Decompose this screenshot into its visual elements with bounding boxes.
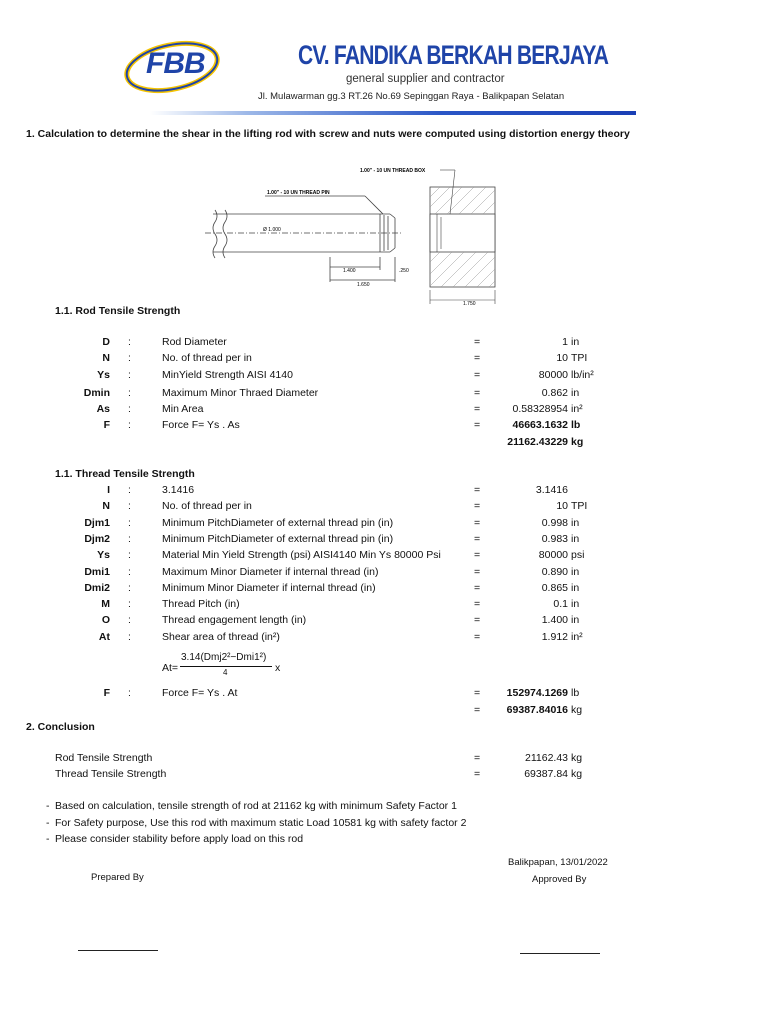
row-colon: : (128, 516, 131, 529)
row-description: Force F= Ys . As (162, 419, 240, 431)
conclusion-heading: 2. Conclusion (26, 721, 95, 733)
shear-area-formula (162, 652, 302, 684)
row-value: 1 (562, 336, 568, 348)
force-kg-equals: = (474, 704, 481, 716)
row-description: Min Area (162, 403, 204, 415)
row-colon: : (128, 484, 131, 496)
row-symbol: Dmin (83, 387, 110, 399)
row-description: Maximum Minor Diameter if internal thread (in) (162, 565, 379, 578)
document-title: 1. Calculation to determine the shear in the lifting rod with screw and nuts were computed using distortion energy theory (26, 128, 630, 140)
conclusion-value: 69387.84 (524, 768, 568, 780)
conclusion-equals: = (474, 752, 481, 764)
row-symbol: N (102, 500, 110, 513)
row-value: 0.58328954 (512, 403, 568, 415)
row-symbol: Ys (97, 369, 110, 381)
row-value: 3.1416 (535, 484, 568, 496)
force-value: 152974.1269 (506, 687, 568, 699)
dim-1400: 1.400 (343, 268, 356, 274)
row-description: 3.1416 (162, 484, 195, 496)
row-value: 46663.1632 (512, 419, 568, 431)
bullet-mark: - (46, 833, 50, 845)
row-equals: = (474, 369, 481, 381)
logo-text: FBB (146, 47, 205, 80)
row-symbol: O (101, 614, 110, 627)
row-value: 0.890 (541, 565, 568, 578)
dim-250: .250 (399, 268, 409, 274)
row-description: Material Min Yield Strength (psi) AISI4140 Min Ys 80000 Psi (162, 549, 441, 562)
row-description: Shear area of thread (in²) (162, 630, 280, 643)
row-unit: in² (571, 630, 583, 643)
row-symbol: Dmi1 (84, 565, 110, 578)
row-description: No. of thread per in (162, 500, 252, 513)
row-unit: in (571, 532, 580, 545)
row-value: 80000 (538, 549, 568, 562)
row-colon: : (128, 403, 131, 415)
conclusion-value: 21162.43 (524, 752, 568, 764)
force-kg-value: 69387.84016 (506, 704, 568, 716)
row-description: Minimum PitchDiameter of external thread pin (in) (162, 532, 394, 545)
row-value: 0.998 (541, 516, 568, 529)
row-equals: = (474, 630, 481, 643)
row-unit: in (571, 387, 580, 399)
row-symbol: As (96, 403, 110, 415)
company-logo (122, 34, 226, 96)
dim-1750: 1.750 (463, 301, 476, 307)
row-equals: = (474, 565, 481, 578)
row-value: 10 (556, 352, 568, 364)
bullet-text: For Safety purpose, Use this rod with maximum static Load 10581 kg with safety factor 2 (55, 816, 467, 829)
row-equals: = (474, 614, 481, 627)
row-colon: : (128, 532, 131, 545)
pin-label: 1.00" - 10 UN THREAD PIN (267, 190, 330, 196)
force-colon: : (128, 687, 131, 699)
row-equals: = (474, 516, 481, 529)
row-value: 0.1 (553, 598, 568, 611)
rod-heading: 1.1. Rod Tensile Strength (55, 305, 181, 317)
row-symbol: N (102, 352, 110, 364)
row-value: 1.912 (541, 630, 568, 643)
row-description: Maximum Minor Thraed Diameter (162, 387, 319, 399)
row-unit: in (571, 336, 580, 348)
row-equals: = (474, 419, 481, 431)
row-equals: = (474, 484, 481, 496)
formula-suffix: x (275, 662, 281, 674)
row-description: No. of thread per in (162, 352, 252, 364)
row-unit: in (571, 581, 580, 594)
row-unit: TPI (571, 500, 588, 513)
row-description: Thread Pitch (in) (162, 598, 240, 611)
row-equals: = (474, 532, 481, 545)
row-value: 1.400 (541, 614, 568, 627)
company-name: CV. FANDIKA BERKAH BERJAYA (298, 40, 609, 70)
row-symbol: D (102, 336, 110, 348)
row-colon: : (128, 336, 131, 348)
row-symbol: Dmi2 (84, 581, 110, 594)
formula-numerator: 3.14(Dmj2²−Dmi1²) (181, 652, 267, 663)
diameter-label: Ø 1.000 (263, 227, 281, 233)
row-equals: = (474, 549, 481, 562)
row-colon: : (128, 387, 131, 399)
rod-force-kg-value: 21162.43229 (507, 436, 568, 448)
conclusion-unit: kg (571, 752, 583, 764)
row-equals: = (474, 387, 481, 399)
approved-by: Approved By (532, 874, 587, 885)
bullet-mark: - (46, 816, 50, 829)
row-colon: : (128, 630, 131, 643)
row-symbol: Djm2 (84, 532, 110, 545)
row-colon: : (128, 614, 131, 627)
force-description: Force F= Ys . At (162, 687, 238, 699)
row-unit: in (571, 565, 580, 578)
thread-drawing (205, 162, 505, 307)
row-value: 10 (556, 500, 568, 513)
conclusion-unit: kg (571, 768, 583, 780)
row-symbol: I (107, 484, 110, 496)
company-tagline: general supplier and contractor (346, 73, 505, 85)
row-colon: : (128, 419, 131, 431)
row-unit: lb/in² (571, 369, 594, 381)
row-symbol: Ys (97, 549, 110, 562)
row-description: Minimum PitchDiameter of external thread pin (in) (162, 516, 394, 529)
force-equals: = (474, 687, 481, 699)
row-colon: : (128, 352, 131, 364)
row-equals: = (474, 581, 481, 594)
bullet-text: Based on calculation, tensile strength of rod at 21162 kg with minimum Safety Factor 1 (55, 800, 457, 812)
row-symbol: At (98, 630, 110, 643)
row-colon: : (128, 598, 131, 611)
row-value: 0.862 (541, 387, 568, 399)
formula-prefix: At= (162, 662, 179, 674)
thread-heading: 1.1. Thread Tensile Strength (55, 468, 195, 480)
conclusion-label: Thread Tensile Strength (55, 768, 167, 780)
conclusion-label: Rod Tensile Strength (55, 752, 153, 764)
place-date: Balikpapan, 13/01/2022 (508, 857, 608, 868)
bullet-text: Please consider stability before apply load on this rod (55, 833, 304, 845)
row-unit: in² (571, 403, 583, 415)
row-description: Rod Diameter (162, 336, 227, 348)
row-equals: = (474, 336, 481, 348)
conclusion-equals: = (474, 768, 481, 780)
row-colon: : (128, 500, 131, 513)
prepared-by: Prepared By (91, 872, 144, 883)
row-equals: = (474, 403, 481, 415)
row-symbol: M (101, 598, 110, 611)
row-unit: in (571, 598, 580, 611)
formula-fraction-bar (180, 666, 272, 667)
row-description: MinYield Strength AISI 4140 (162, 369, 293, 381)
row-colon: : (128, 369, 131, 381)
approved-signature-line (520, 953, 600, 954)
force-kg-unit: kg (571, 704, 583, 716)
dim-1650: 1.650 (357, 282, 370, 288)
row-description: Thread engagement length (in) (162, 614, 307, 627)
row-value: 0.983 (541, 532, 568, 545)
formula-denominator: 4 (223, 668, 228, 677)
row-symbol: F (103, 419, 110, 431)
row-equals: = (474, 598, 481, 611)
row-value: 80000 (538, 369, 568, 381)
row-colon: : (128, 581, 131, 594)
row-colon: : (128, 565, 131, 578)
row-unit: psi (571, 549, 585, 562)
header-rule (150, 111, 636, 115)
row-equals: = (474, 500, 481, 513)
bullet-mark: - (46, 800, 50, 812)
row-unit: lb (571, 419, 581, 431)
row-symbol: Djm1 (84, 516, 110, 529)
row-value: 0.865 (541, 581, 568, 594)
company-address: Jl. Mulawarman gg.3 RT.26 No.69 Sepinggan Raya - Balikpapan Selatan (258, 91, 565, 102)
row-unit: TPI (571, 352, 588, 364)
row-description: Minimum Minor Diameter if internal thread (in) (162, 581, 376, 594)
rod-force-kg-unit: kg (571, 436, 584, 448)
row-unit: in (571, 614, 580, 627)
force-symbol: F (103, 687, 110, 699)
row-equals: = (474, 352, 481, 364)
row-unit: in (571, 516, 580, 529)
force-unit: lb (571, 687, 580, 699)
box-label: 1.00" - 10 UN THREAD BOX (360, 168, 426, 174)
prepared-signature-line (78, 950, 158, 951)
row-colon: : (128, 549, 131, 562)
